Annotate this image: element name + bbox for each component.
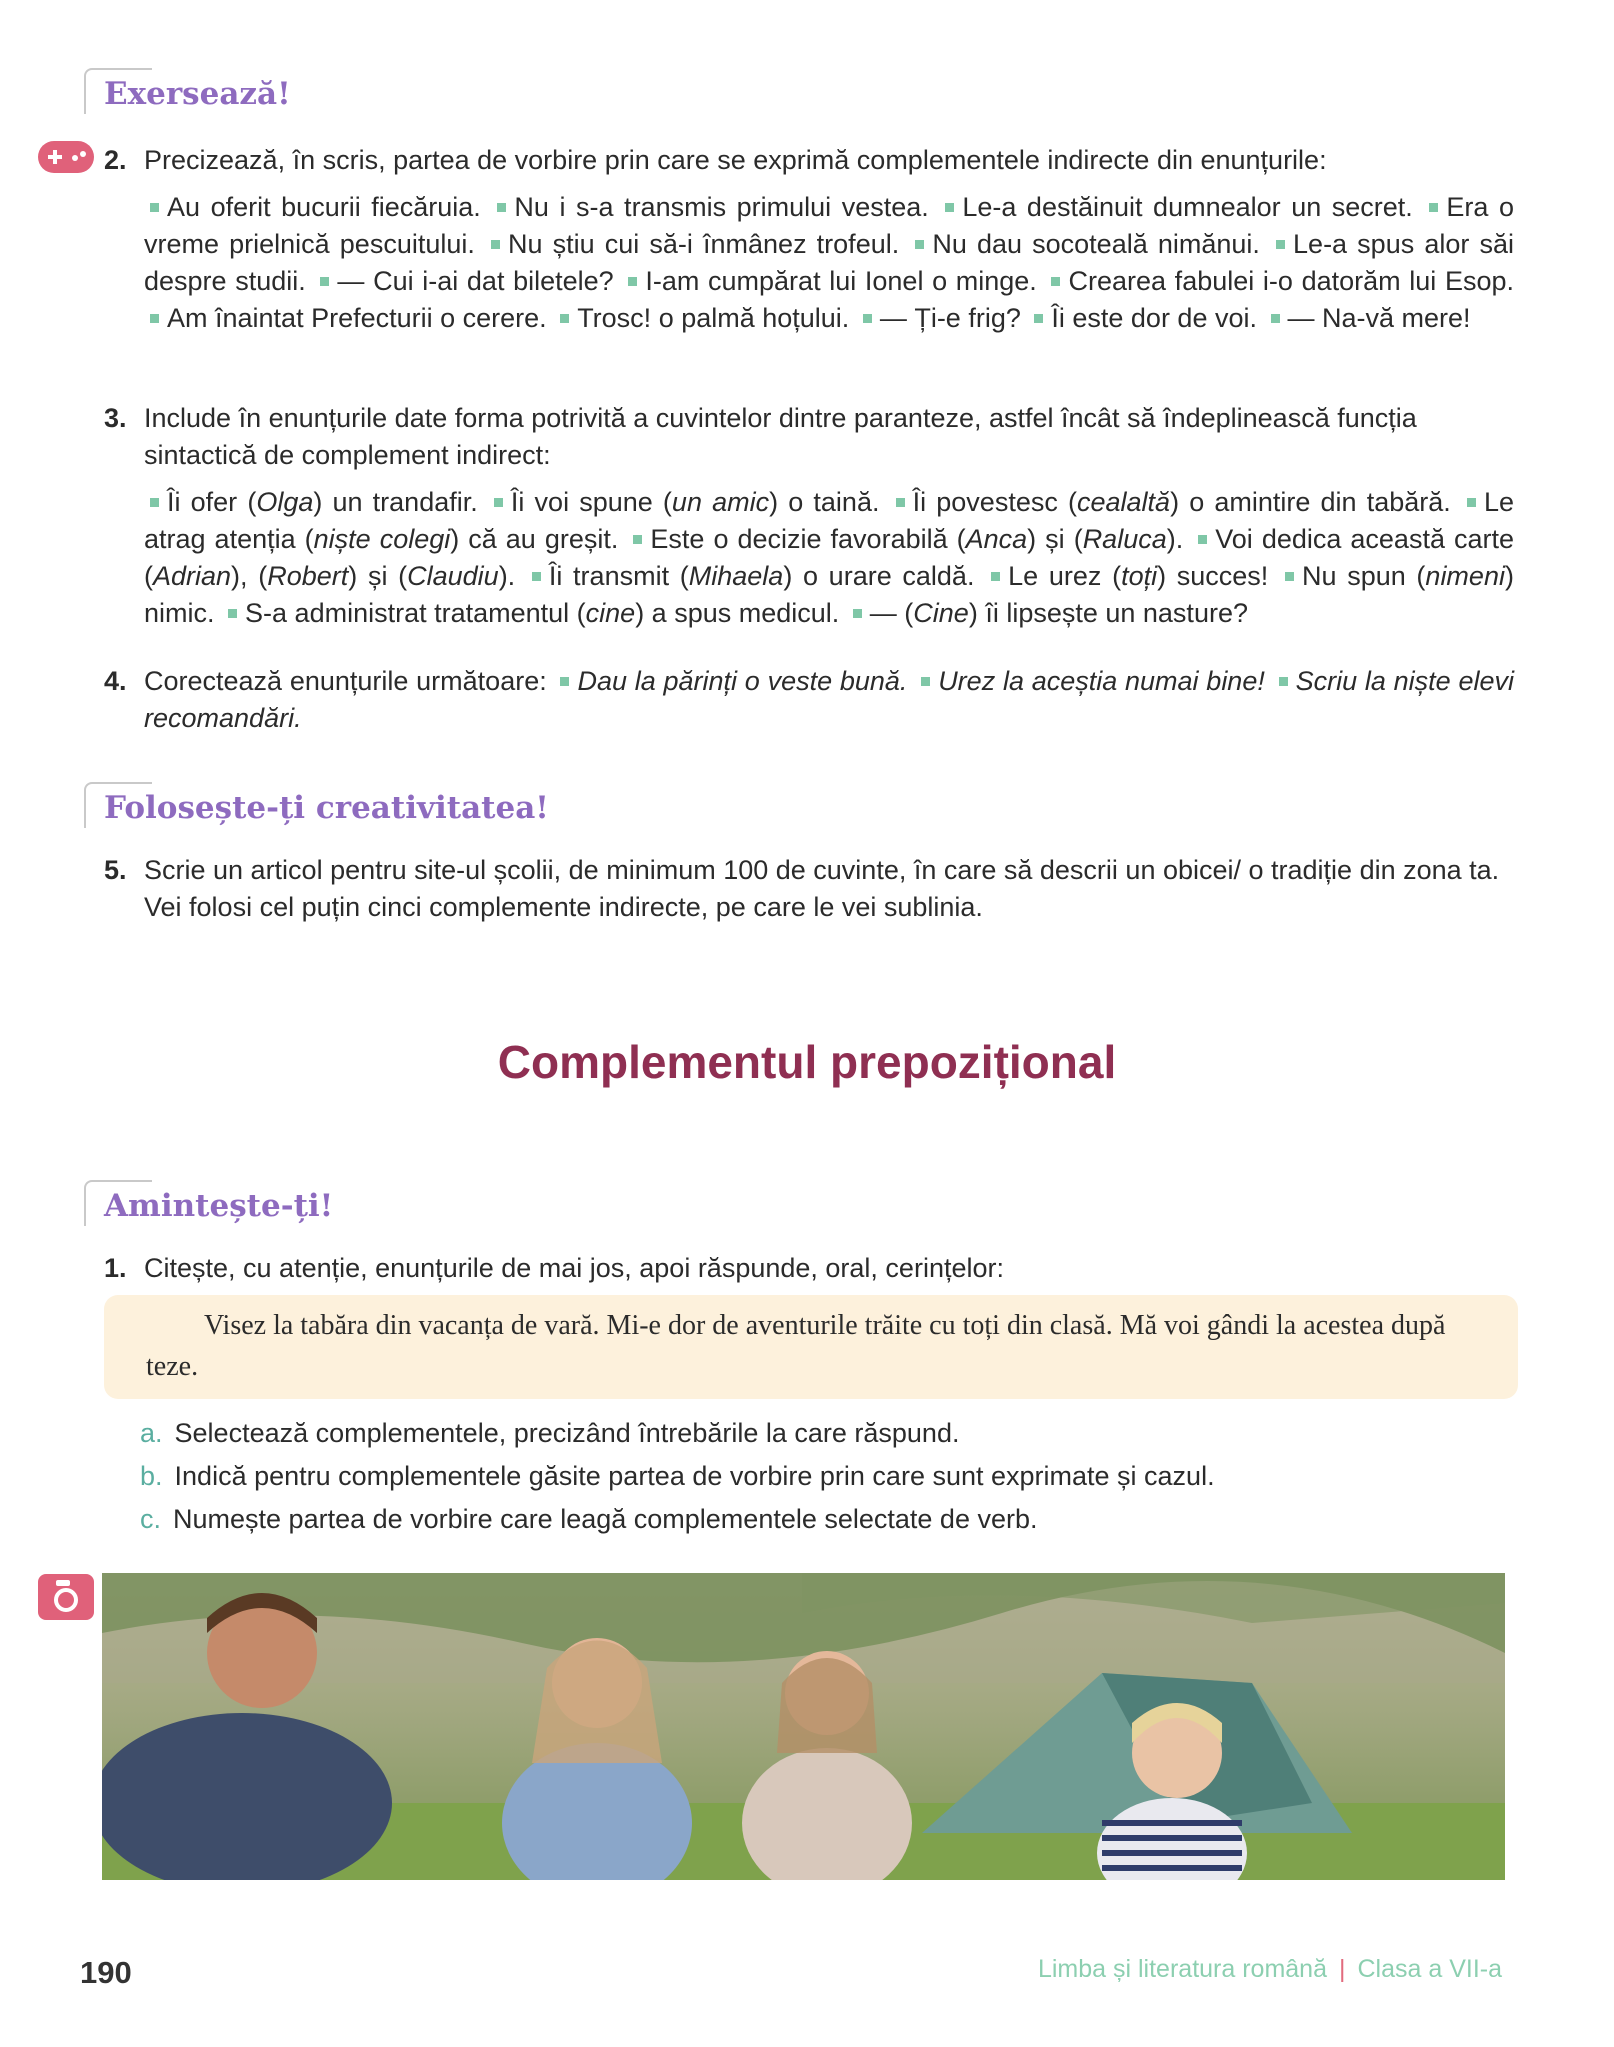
sentence-item: I-am cumpărat lui Ionel o minge. xyxy=(645,266,1037,296)
bullet-square xyxy=(150,498,159,507)
exercise-number: 4. xyxy=(104,666,127,696)
bullet-square xyxy=(1285,572,1294,581)
footer-label xyxy=(1038,1955,1502,1984)
bullet-square xyxy=(628,277,637,286)
instruction-text: Corectează enunțurile următoare: xyxy=(144,666,555,696)
page-number: 190 xyxy=(80,1955,132,1990)
task-text: Selectează complementele, precizând întrebările la care răspund. xyxy=(174,1418,960,1448)
task-text: Indică pentru complementele găsite partea de vorbire prin care sunt exprimate și cazul. xyxy=(174,1461,1215,1491)
exercise-4 xyxy=(104,663,1514,737)
bullet-square xyxy=(1467,498,1476,507)
sentence-item: Urez la aceștia numai bine! xyxy=(938,666,1265,696)
sentence-item: Voi dedica această carte (Adrian), (Robert) și (Claudiu). xyxy=(144,524,1515,591)
bullet-square xyxy=(1276,240,1285,249)
bullet-square xyxy=(921,677,930,686)
bullet-square xyxy=(991,572,1000,581)
bullet-square xyxy=(560,677,569,686)
sentence-item: Nu dau socoteală nimănui. xyxy=(932,229,1260,259)
bullet-square xyxy=(320,277,329,286)
bullet-square xyxy=(1034,314,1043,323)
sentence-item: Nu spun (nimeni) nimic. xyxy=(144,561,1514,628)
bullet-square xyxy=(532,572,541,581)
sentence-item: Le urez (toți) succes! xyxy=(1008,561,1269,591)
sentence-item: S-a administrat tratamentul (cine) a spus medicul. xyxy=(245,598,840,628)
bullet-square xyxy=(150,203,159,212)
bullet-square xyxy=(853,609,862,618)
section-aminteste xyxy=(84,1180,334,1224)
task-c xyxy=(140,1504,1038,1535)
exercise-instruction xyxy=(144,663,1514,737)
footer-subject: Limba și literatura română xyxy=(1037,1955,1327,1983)
task-letter: a. xyxy=(140,1418,163,1448)
bullet-square xyxy=(228,609,237,618)
sentence-item: Îi ofer (Olga) un trandafir. xyxy=(167,487,478,517)
sentence-item: Le-a destăinuit dumnealor un secret. xyxy=(962,192,1413,222)
bullet-square xyxy=(1198,535,1207,544)
sentence-item: — (Cine) îi lipsește un nasture? xyxy=(869,598,1248,628)
exercise-text: Scrie un articol pentru site-ul școlii, de minimum 100 de cuvinte, în care să descrii un obicei/ o tradiție din zona ta. Vei folosi cel puțin cinci complemente indirecte, pe care le vei sublinia. xyxy=(144,855,1500,922)
sentence-item: Îi transmit (Mihaela) o urare caldă. xyxy=(548,561,975,591)
sentence-item: Au oferit bucurii fiecăruia. xyxy=(167,192,481,222)
bullet-square xyxy=(1279,677,1288,686)
exercise-instruction: Precizează, în scris, partea de vorbire prin care se exprimă complementele indirecte din enunțurile: xyxy=(144,145,1327,175)
exercise-items xyxy=(144,189,1514,337)
sentence-item: Nu i s-a transmis primului vestea. xyxy=(514,192,929,222)
section-title: Exersează! xyxy=(104,76,291,112)
bullet-square xyxy=(915,240,924,249)
bullet-square xyxy=(1429,203,1438,212)
section-title: Folosește-ți creativitatea! xyxy=(104,790,549,826)
exercise-instruction: Include în enunțurile date forma potrivită a cuvintelor dintre paranteze, astfel încât să îndeplinească funcția sintactică de complement indirect: xyxy=(144,403,1417,470)
sentence-item: Le-a spus alor săi despre studii. xyxy=(144,229,1514,296)
bullet-square xyxy=(560,314,569,323)
sentence-item: Am înaintat Prefecturii o cerere. xyxy=(167,303,547,333)
section-title: Amintește-ți! xyxy=(104,1188,334,1224)
exercise-items xyxy=(144,484,1514,632)
exercise-instruction: Citește, cu atenție, enunțurile de mai jos, apoi răspunde, oral, cerințelor: xyxy=(144,1253,1004,1283)
bullet-square xyxy=(1271,314,1280,323)
sentence-item: Le atrag atenția (niște colegi) că au greșit. xyxy=(144,487,1514,554)
exercise-number: 5. xyxy=(104,855,127,885)
sentence-item: Îi povestesc (cealaltă) o amintire din tabără. xyxy=(912,487,1451,517)
sentence-item: Scriu la niște elevi recomandări. xyxy=(144,666,1514,733)
bullet-square xyxy=(1051,277,1060,286)
bullet-square xyxy=(633,535,642,544)
exercise-5 xyxy=(104,852,1514,926)
footer-separator: | xyxy=(1338,1955,1346,1983)
sentence-item: Îi voi spune (un amic) o taină. xyxy=(510,487,880,517)
exercise-3 xyxy=(104,400,1514,632)
bullet-square xyxy=(896,498,905,507)
bullet-square xyxy=(494,498,503,507)
camping-photo xyxy=(102,1573,1505,1880)
sentence-item: Nu știu cui să-i înmânez trofeul. xyxy=(508,229,900,259)
bullet-square xyxy=(150,314,159,323)
section-exerseaza xyxy=(84,68,291,112)
sentence-item: Trosc! o palmă hoțului. xyxy=(577,303,850,333)
quote-text: Visez la tabăra din vacanța de vară. Mi-e dor de aventurile trăite cu toți din clasă. Mă voi gândi la acestea după teze. xyxy=(146,1310,1446,1382)
camera-icon xyxy=(38,1574,94,1620)
bullet-square xyxy=(863,314,872,323)
sentence-item: Îi este dor de voi. xyxy=(1051,303,1257,333)
sentence-item: Dau la părinți o veste bună. xyxy=(577,666,908,696)
sentence-item: — Na-vă mere! xyxy=(1287,303,1471,333)
footer-grade: Clasa a VII-a xyxy=(1357,1955,1502,1983)
sentence-item: Era o vreme prielnică pescuitului. xyxy=(144,192,1514,259)
task-a xyxy=(140,1418,959,1449)
exercise-number: 2. xyxy=(104,145,127,175)
sentence-item: Este o decizie favorabilă (Anca) și (Raluca). xyxy=(650,524,1184,554)
bullet-square xyxy=(945,203,954,212)
task-text: Numește partea de vorbire care leagă complementele selectate de verb. xyxy=(173,1504,1038,1534)
section-creativitate xyxy=(84,782,549,826)
bullet-square xyxy=(491,240,500,249)
task-letter: c. xyxy=(140,1504,162,1534)
task-letter: b. xyxy=(140,1461,163,1491)
exercise-number: 3. xyxy=(104,403,127,433)
exercise-1 xyxy=(104,1250,1514,1287)
task-b xyxy=(140,1461,1215,1492)
gamepad-icon xyxy=(38,141,94,173)
sentence-item: — Cui i-ai dat biletele? xyxy=(337,266,614,296)
sentence-item: — Ți-e frig? xyxy=(879,303,1021,333)
lesson-title: Complementul prepozițional xyxy=(497,1036,1117,1088)
bullet-square xyxy=(497,203,506,212)
sentence-item: Crearea fabulei i-o datorăm lui Esop. xyxy=(1068,266,1514,296)
quote-box xyxy=(104,1295,1518,1399)
exercise-2 xyxy=(104,142,1514,337)
exercise-number: 1. xyxy=(104,1253,127,1283)
